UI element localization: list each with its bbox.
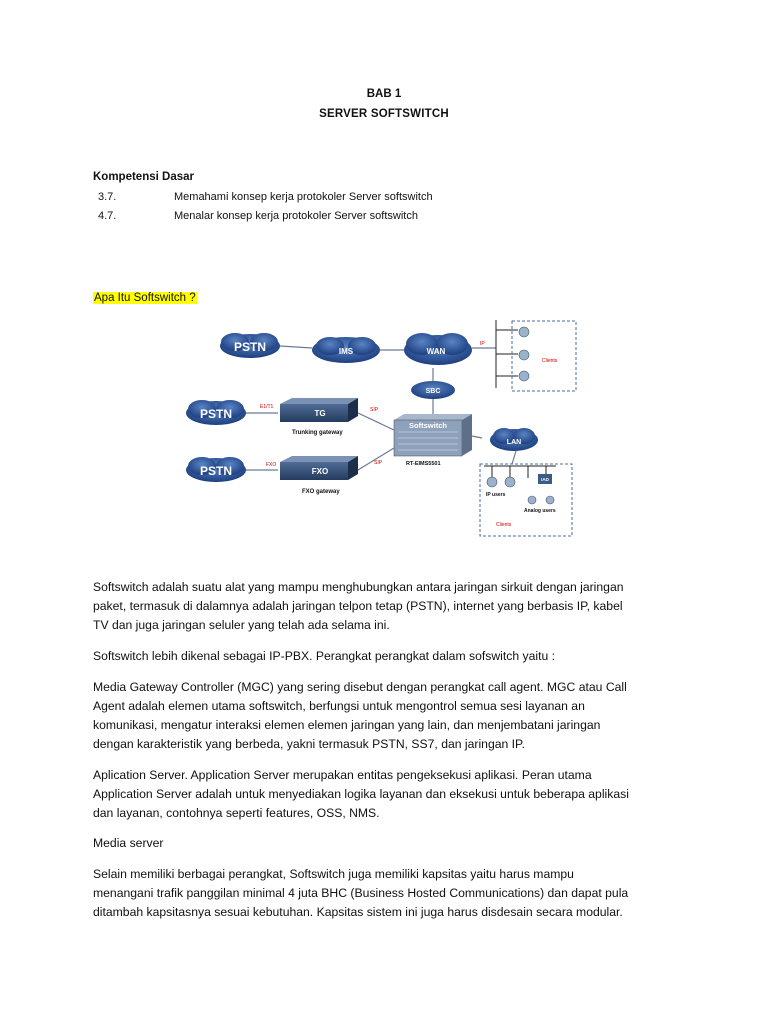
kompetensi-number: 3.7. bbox=[98, 191, 117, 203]
text-line: Media server bbox=[93, 836, 164, 850]
model-label: RT-EIMS5501 bbox=[406, 461, 441, 467]
clients-label: Clients bbox=[542, 358, 558, 364]
chapter-label: BAB 1 bbox=[366, 88, 402, 100]
lan-label: LAN bbox=[506, 439, 522, 446]
paragraph-definition bbox=[93, 578, 683, 635]
pstn-cloud bbox=[220, 333, 280, 358]
ip-users-label: IP users bbox=[486, 492, 506, 498]
paragraph-ip-pbx bbox=[93, 647, 683, 666]
section-heading-highlighted: Apa Itu Softswitch ? bbox=[94, 292, 196, 304]
text-line: TV dan juga jaringan seluler yang telah ada selama ini. bbox=[93, 618, 390, 632]
wan-label: WAN bbox=[426, 347, 446, 356]
sip-label: SIP bbox=[370, 407, 379, 413]
softswitch-label: Softswitch bbox=[409, 421, 447, 430]
text-line: menangani trafik panggilan minimal 4 juta BHC (Business Hosted Communications) dan dapat pula bbox=[93, 886, 629, 900]
kompetensi-number: 4.7. bbox=[98, 210, 117, 222]
trunking-gateway-label: Trunking gateway bbox=[292, 430, 343, 436]
sbc-node bbox=[411, 381, 455, 399]
paragraph-application-server bbox=[93, 766, 683, 823]
kompetensi-heading: Kompetensi Dasar bbox=[93, 171, 194, 183]
fxo-gateway-label: FXO gateway bbox=[302, 489, 340, 495]
fxo-label: FXO bbox=[311, 467, 329, 476]
softswitch-chassis bbox=[394, 414, 472, 467]
analog-users-label: Analog users bbox=[524, 508, 556, 514]
text-line: paket, termasuk di dalamnya adalah jaringan telpon tetap (PSTN), internet yang berbasis IP, kabel bbox=[93, 599, 623, 613]
fxo-link-label: FXO bbox=[266, 462, 277, 468]
clients-label: Clients bbox=[496, 522, 512, 528]
lan-cloud bbox=[490, 428, 538, 451]
text-line: Agent adalah elemen utama softswitch, berfungsi untuk mengontrol semua sesi layanan an bbox=[93, 699, 585, 713]
pstn-label: PSTN bbox=[233, 340, 267, 354]
softswitch-network-diagram bbox=[180, 318, 580, 540]
ip-label: IP bbox=[480, 341, 485, 347]
paragraph-media-server bbox=[93, 834, 683, 853]
iad-label: IAD bbox=[541, 477, 549, 482]
kompetensi-text: Menalar konsep kerja protokoler Server softswitch bbox=[174, 210, 418, 222]
kompetensi-text: Memahami konsep kerja protokoler Server softswitch bbox=[174, 191, 433, 203]
text-line: komunikasi, mengatur interaksi elemen elemen jaringan yang lain, dan menjembatani jaringan bbox=[93, 718, 601, 732]
text-line: Selain memiliki berbagai perangkat, Softswitch juga memiliki kapsitas yaitu harus mampu bbox=[93, 867, 574, 881]
paragraph-mgc bbox=[93, 678, 683, 754]
trunking-gateway bbox=[280, 398, 358, 436]
ims-label: IMS bbox=[338, 347, 354, 356]
ims-cloud bbox=[312, 337, 380, 363]
tg-label: TG bbox=[314, 409, 326, 418]
clients-group-bottom bbox=[480, 464, 572, 536]
sip-label: SIP bbox=[374, 460, 383, 466]
sbc-label: SBC bbox=[425, 388, 441, 395]
e1t1-label: E1/T1 bbox=[260, 404, 274, 410]
pstn-cloud bbox=[186, 400, 246, 425]
text-line: Media Gateway Controller (MGC) yang sering disebut dengan perangkat call agent. MGC atau Call bbox=[93, 680, 627, 694]
page-title: SERVER SOFTSWITCH bbox=[319, 108, 449, 120]
paragraph-capacity bbox=[93, 865, 683, 922]
text-line: Application Server adalah untuk menyediakan logika layanan dan eksekusi untuk beberapa aplikasi bbox=[93, 787, 629, 801]
clients-group-top bbox=[512, 321, 576, 391]
text-line: Aplication Server. Application Server merupakan entitas pengeksekusi aplikasi. Peran utama bbox=[93, 768, 592, 782]
text-line: Softswitch lebih dikenal sebagai IP-PBX. Perangkat perangkat dalam sofswitch yaitu : bbox=[93, 649, 556, 663]
pstn-label: PSTN bbox=[199, 464, 233, 478]
pstn-label: PSTN bbox=[199, 407, 233, 421]
wan-cloud bbox=[404, 333, 472, 365]
fxo-gateway bbox=[280, 456, 358, 495]
text-line: ditambah kapsitasnya sesuai kebutuhan. Kapsitas sistem ini juga harus disdesain secara modular. bbox=[93, 905, 623, 919]
text-line: Softswitch adalah suatu alat yang mampu menghubungkan antara jaringan sirkuit dengan jaringan bbox=[93, 580, 624, 594]
text-line: dengan karakteristik yang berbeda, yakni termasuk PSTN, SS7, dan jaringan IP. bbox=[93, 737, 525, 751]
pstn-cloud bbox=[186, 457, 246, 482]
text-line: dan layanan, contohnya seperti features, OSS, NMS. bbox=[93, 806, 380, 820]
